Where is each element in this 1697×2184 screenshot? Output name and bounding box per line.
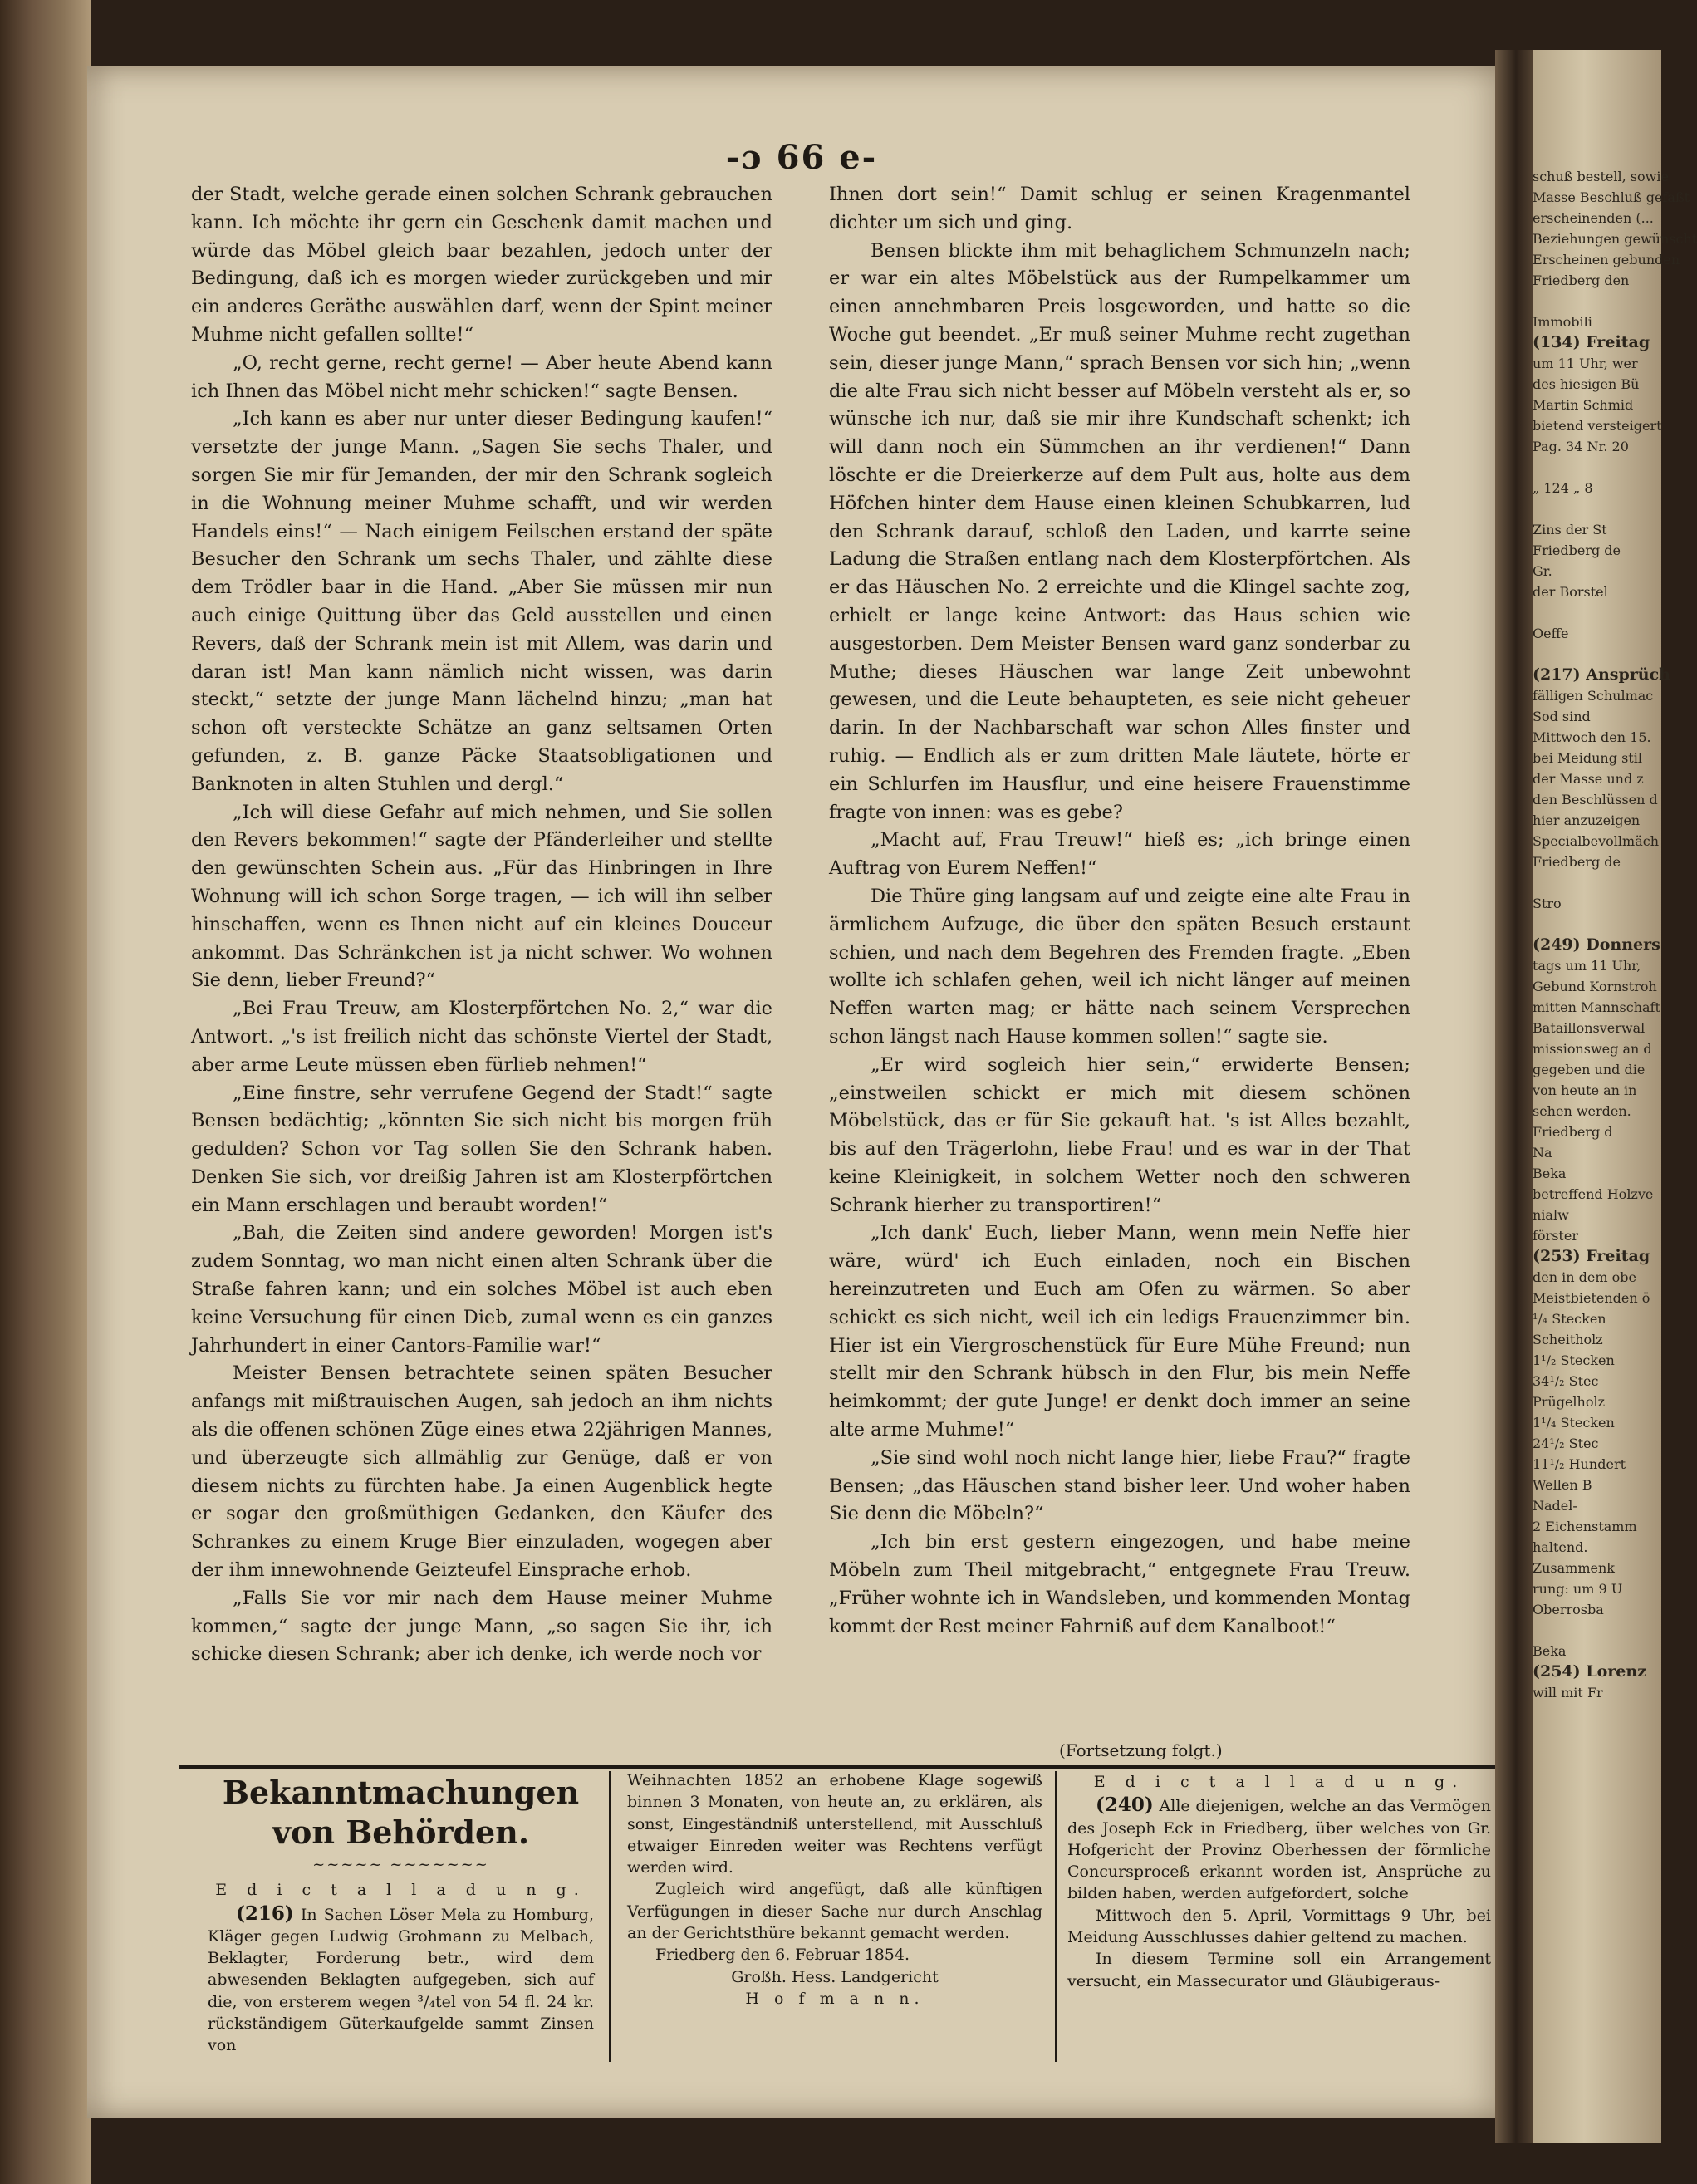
facing-page-line <box>1533 872 1657 893</box>
facing-page-line <box>1533 644 1657 665</box>
notices-column-3 <box>1067 1769 1491 1992</box>
notice-240-paragraph: Mittwoch den 5. April, Vormittags 9 Uhr, bei Meidung Ausschlusses dahier geltend zu machen. <box>1067 1906 1491 1947</box>
story-paragraph: „Er wird sogleich hier sein,“ erwiderte Bensen; „einstweilen schickt er mich mit diesem schönen Möbelstück, das er für Sie gekauft hat. 's ist Alles bezahlt, bis auf den Trägerlohn, liebe Frau! und es war in der That keine Kleinigkeit, in solchem Wetter noch den schweren Schrank hierher zu transportiren!“ <box>829 1053 1410 1216</box>
facing-page-line: 1¹/₄ Stecken <box>1533 1415 1615 1431</box>
facing-page-line: (134) Freitag <box>1533 333 1650 351</box>
facing-page-line: ¹/₄ Stecken <box>1533 1311 1606 1327</box>
facing-page-line: 1¹/₂ Stecken <box>1533 1352 1615 1368</box>
facing-page-line: Friedberg de <box>1533 854 1621 870</box>
facing-page-line: 24¹/₂ Stec <box>1533 1436 1599 1451</box>
story-paragraph: „Ich dank' Euch, lieber Mann, wenn mein Neffe hier wäre, würd' ich Euch einladen, noch ein Bischen hereinzutreten und Euch am Ofen zu wärmen. So aber schickt es sich nicht, weil ich ein ledigs Frauenzimmer bin. Hier ist ein Viergroschenstück für Eure Mühe Freund; nun stellt mir den Schrank hübsch in den Flur, bis mein Neffe heimkommt; der gute Junge! er denkt doch immer an seine alte arme Muhme!“ <box>829 1222 1410 1441</box>
facing-page-line: gegeben und die <box>1533 1062 1646 1077</box>
notices-column-1 <box>208 1769 594 2057</box>
facing-page-line: rung: um 9 U <box>1533 1581 1623 1597</box>
story-paragraph: „Ich kann es aber nur unter dieser Bedingung kaufen!“ versetzte der junge Mann. „Sagen Sie sechs Thaler, und sorgen Sie mir für Jemanden, der mir den Schrank sogleich in die Wohnung meiner Muhme schafft, und wir werden Handels eins!“ — Nach einigem Feilschen erstand der späte Besucher den Schrank um sechs Thaler, und zählte diese dem Trödler baar in die Hand. „Aber Sie müssen mir nun auch einige Quittung über das Geld ausstellen und einen Revers, daß der Schrank mein ist mit Allem, was darin und daran ist! Man kann nämlich nicht wissen, was darin steckt,“ setzte der junge Mann lächelnd hinzu; „man hat schon oft versteckte Schätze an ganz seltsamen Orten gefunden, z. B. ganze Päcke Staatsobligationen und Banknoten in alten Stuhlen und dergl.“ <box>191 408 772 795</box>
facing-page-line: missionsweg an d <box>1533 1041 1652 1057</box>
facing-page-line: bietend versteigert <box>1533 418 1662 434</box>
facing-page-line: Martin Schmid <box>1533 397 1634 413</box>
story-right-column <box>829 181 1410 1641</box>
facing-page-line: Wellen B <box>1533 1477 1592 1493</box>
notice-text: In Sachen Löser Mela zu Homburg, Kläger gegen Ludwig Grohmann zu Melbach, Beklagter, Forderung betr., wird dem abwesenden Beklagten aufgegeben, sich auf die, von ersterem wegen ³/₄tel von 54 fl. 24 kr. rückständigem Güterkaufgelde sammt Zinsen von <box>208 1905 594 2055</box>
facing-page-line: Immobili <box>1533 314 1592 330</box>
facing-page-line: Zins der St <box>1533 522 1607 537</box>
facing-page-line: Masse Beschluß gefaßt <box>1533 189 1690 205</box>
facing-page-line <box>1533 498 1657 519</box>
notice-number: (216) <box>236 1902 294 1925</box>
notices-heading: Bekanntmachungen von Behörden. <box>222 1774 580 1851</box>
facing-page-line: Beziehungen gewünscht <box>1533 231 1697 247</box>
facing-page-line: Oeffe <box>1533 626 1569 641</box>
facing-page-line: 11¹/₂ Hundert <box>1533 1456 1626 1472</box>
facing-page-line: von heute an in <box>1533 1082 1637 1098</box>
story-paragraph: „Sie sind wohl noch nicht lange hier, liebe Frau?“ fragte Bensen; „das Häuschen stand bisher leer. Und woher haben Sie denn die Möbeln?“ <box>829 1446 1410 1525</box>
facing-page-line: Beka <box>1533 1643 1567 1659</box>
facing-page-line: der Borstel <box>1533 584 1608 600</box>
facing-page-line: tags um 11 Uhr, <box>1533 958 1641 974</box>
story-paragraph: „Macht auf, Frau Treuw!“ hieß es; „ich bringe einen Auftrag von Eurem Neffen!“ <box>829 829 1410 880</box>
book-left-edge <box>0 0 91 2184</box>
page-number: -ɔ 66 e- <box>725 138 878 177</box>
heading-ornament: ~~~~~ ~~~~~~~ <box>312 1856 489 1873</box>
facing-page-line: schuß bestell, sowie <box>1533 169 1669 184</box>
story-paragraph: Bensen blickte ihm mit behaglichem Schmunzeln nach; er war ein altes Möbelstück aus der Rumpelkammer um einen annehmbaren Preis losgeworden, und hatte so die Woche gut beendet. „Er muß seiner Muhme recht zugethan sein, dieser junge Mann,“ sprach Bensen vor sich hin; „wenn die alte Frau sich nicht besser auf Möbeln versteht als er, so wünsche ich nur, daß sie mir ihre Kundschaft schenkt; ich will dann noch ein Sümmchen an ihr verdienen!“ Dann löschte er die Dreierkerze auf dem Pult aus, holte aus dem Höfchen hinter dem Hause einen kleinen Schubkarren, lud den Schrank darauf, schloß den Laden, und karrte seine Ladung die Straßen entlang nach dem Klosterpförtchen. Als er das Häuschen No. 2 erreichte und die Klingel sachte zog, erhielt er lange keine Antwort: das Haus schien wie ausgestorben. Dem Meister Bensen ward ganz sonderbar zu Muthe; dieses Häuschen war lange Zeit unbewohnt gewesen, und die Leute behaupteten, es seie nicht geheuer darin. In der Nachbarschaft war schon Alles finster und ruhig. — Endlich als er zum dritten Male läutete, hörte er ein Schlurfen im Hausflur, und eine heisere Frauenstimme fragte von innen: was es gebe? <box>829 239 1410 823</box>
facing-page-line: den in dem obe <box>1533 1269 1636 1285</box>
notice-text: Alle diejenigen, welche an das Vermögen des Joseph Eck in Friedberg, über welches von Gr. Hofgericht der Provinz Oberhessen der förmliche Concursproceß erkannt worden ist, Ansprüche zu bilden haben, werden aufgefordert, solche <box>1067 1797 1491 1903</box>
facing-page-line: Stro <box>1533 896 1562 911</box>
facing-page-line <box>1533 457 1657 478</box>
facing-page-line <box>1533 1620 1657 1641</box>
story-paragraph: „Bah, die Zeiten sind andere geworden! Morgen ist's zudem Sonntag, wo man nicht einen alten Schrank über die Straße fahren kann; und ein solches Möbel ist auch eben keine Versuchung für einen Dieb, zumal wenn es ein ganzes Jahrhundert in einer Cantors-Familie war!“ <box>191 1222 772 1357</box>
story-paragraph: Meister Bensen betrachtete seinen späten Besucher anfangs mit mißtrauischen Augen, sah jedoch an ihm nichts als die offenen schönen Züge eines etwa 22jährigen Mannes, und überzeugte sich allmählig zur Genüge, daß er von diesem nichts zu fürchten habe. Ja einen Augenblick hegte er sogar den großmüthigen Gedanken, den Käufer des Schrankes zu einem Kruge Bier einzuladen, wogegen aber der ihm innewohnende Geizteufel Einsprache erhob. <box>191 1362 772 1582</box>
facing-page-line: förster <box>1533 1228 1578 1244</box>
facing-page-line: hier anzuzeigen <box>1533 812 1641 828</box>
facing-page-line <box>1533 602 1657 623</box>
book-page <box>87 66 1516 2118</box>
notice-240 <box>1067 1794 1491 1904</box>
facing-page-line <box>1533 914 1657 935</box>
facing-page-line: (253) Freitag <box>1533 1247 1650 1265</box>
signature-court: Großh. Hess. Landgericht <box>731 1967 939 1986</box>
facing-page-line: erscheinenden (... <box>1533 210 1654 226</box>
book-gutter <box>1495 50 1537 2143</box>
story-paragraph: „Eine finstre, sehr verrufene Gegend der Stadt!“ sagte Bensen bedächtig; „könnten Sie sich nicht bis morgen früh gedulden? Schon vor Tag sollen Sie den Schrank haben. Denken Sie sich, vor dreißig Jahren ist am Klosterpförtchen ein Mann erschlagen und beraubt worden!“ <box>191 1082 772 1216</box>
facing-page-line: Erscheinen gebunden <box>1533 252 1680 267</box>
notice-title: E d i c t a l l a d u n g. <box>215 1881 586 1900</box>
facing-page-line: den Beschlüssen d <box>1533 792 1658 807</box>
section-divider <box>179 1765 1499 1769</box>
facing-page-line: will mit Fr <box>1533 1685 1603 1701</box>
signature-place-date: Friedberg den 6. Februar 1854. <box>655 1946 910 1965</box>
facing-page-line: haltend. <box>1533 1539 1588 1555</box>
notice-216-continuation: Zugleich wird angefügt, daß alle künftigen Verfügungen in dieser Sache nur durch Anschlag an der Gerichtsthüre bekannt gemacht werden. <box>627 1880 1042 1943</box>
facing-page-line: bei Meidung stil <box>1533 750 1642 766</box>
notice-number: (240) <box>1096 1794 1154 1817</box>
signature-name: H o f m a n n. <box>745 1989 925 2008</box>
facing-page-line: Gebund Kornstroh <box>1533 979 1657 994</box>
column-rule <box>609 1771 611 2062</box>
facing-page-line: um 11 Uhr, wer <box>1533 356 1638 371</box>
story-left-column <box>191 181 772 1669</box>
facing-page-edge <box>1533 50 1697 2143</box>
story-paragraph: „Ich bin erst gestern eingezogen, und habe meine Möbeln zum Theil mitgebracht,“ entgegnete Frau Treuw. „Früher wohnte ich in Wandsleben, und kommenden Montag kommt der Rest meiner Fahrniß auf dem Kanalboot!“ <box>829 1531 1410 1637</box>
notice-title: E d i c t a l l a d u n g. <box>1093 1773 1465 1791</box>
facing-page-line: fälligen Schulmac <box>1533 688 1654 704</box>
notice-240-paragraph: In diesem Termine soll ein Arrangement versucht, ein Massecurator und Gläubigeraus- <box>1067 1950 1491 1990</box>
story-paragraph: Ihnen dort sein!“ Damit schlug er seinen Kragenmantel dichter um sich und ging. <box>829 184 1410 233</box>
story-paragraph: der Stadt, welche gerade einen solchen Schrank gebrauchen kann. Ich möchte ihr gern ein Geschenk damit machen und würde das Möbel gleich baar bezahlen, jedoch unter der Bedingung, daß ich es morgen wieder zurückgeben und mir ein anderes Geräthe auswählen darf, wenn der Spint meiner Muhme nicht gefallen sollte!“ <box>191 184 772 346</box>
notice-216 <box>208 1903 594 2057</box>
facing-page-line: 2 Eichenstamm <box>1533 1519 1637 1534</box>
notice-216-continuation: Weihnachten 1852 an erhobene Klage sogewiß binnen 3 Monaten, von heute an, zu erklären, als sonst, Eingeständniß unterstellend, mit Ausschluß etwaiger Einreden weiter was Rechtens verfügt werden wird. <box>627 1771 1042 1877</box>
facing-page-line: betreffend Holzve <box>1533 1186 1654 1202</box>
facing-page-line: Prügelholz <box>1533 1394 1606 1410</box>
facing-page-line: Oberrosba <box>1533 1602 1604 1617</box>
notices-column-2 <box>627 1769 1042 2010</box>
facing-page-line: der Masse und z <box>1533 771 1644 787</box>
facing-page-line: Nadel- <box>1533 1498 1577 1514</box>
facing-page-line: Mittwoch den 15. <box>1533 729 1651 745</box>
facing-page-line: Zusammenk <box>1533 1560 1615 1576</box>
facing-page-line: Friedberg d <box>1533 1124 1613 1140</box>
story-paragraph: „Bei Frau Treuw, am Klosterpförtchen No. 2,“ war die Antwort. „'s ist freilich nicht das schönste Viertel der Stadt, aber arme Leute müssen eben fürlieb nehmen!“ <box>191 998 772 1076</box>
facing-page-line: Na <box>1533 1145 1552 1161</box>
facing-page-line: Pag. 34 Nr. 20 <box>1533 439 1629 454</box>
facing-page-line: (254) Lorenz <box>1533 1662 1646 1681</box>
facing-page-line: Sod sind <box>1533 709 1591 724</box>
facing-page-line: (217) Ansprüch <box>1533 665 1670 684</box>
facing-page-line: Scheitholz <box>1533 1332 1603 1347</box>
story-paragraph: „Ich will diese Gefahr auf mich nehmen, und Sie sollen den Revers bekommen!“ sagte der Pfänderleiher und stellte den gewünschten Schein aus. „Für das Hinbringen in Ihre Wohnung will ich schon Sorge tragen, — ich will ihn selber hinschaffen, wenn es Ihnen nicht auf ein kleines Douceur ankommt. Das Schränkchen ist ja nicht schwer. Wo wohnen Sie denn, lieber Freund?“ <box>191 801 772 992</box>
facing-page-text <box>1533 166 1697 1703</box>
facing-page-line: Meistbietenden ö <box>1533 1290 1650 1306</box>
facing-page-line: Beka <box>1533 1166 1567 1181</box>
facing-page-line: des hiesigen Bü <box>1533 376 1640 392</box>
facing-page-line: „ 124 „ 8 <box>1533 480 1593 496</box>
facing-page-line: sehen werden. <box>1533 1103 1631 1119</box>
facing-page-line: Specialbevollmäch <box>1533 833 1659 849</box>
column-rule <box>1055 1771 1057 2062</box>
facing-page-line: 34¹/₂ Stec <box>1533 1373 1599 1389</box>
facing-page-line: Bataillonsverwal <box>1533 1020 1646 1036</box>
facing-page-line: Friedberg den <box>1533 272 1630 288</box>
facing-page-line: mitten Mannschaft <box>1533 999 1660 1015</box>
story-paragraph: Die Thüre ging langsam auf und zeigte eine alte Frau in ärmlichem Aufzuge, die über den späten Besuch erstaunt schien, und nach dem Begehren des Fremden fragte. „Eben wollte ich schlafen gehen, weil ich nicht länger auf meinen Neffen warten mag; er hätte nach seinem Versprechen schon längst nach Hause kommen sollen!“ sagte sie. <box>829 885 1410 1048</box>
facing-page-line <box>1533 291 1657 312</box>
story-paragraph: „Falls Sie vor mir nach dem Hause meiner Muhme kommen,“ sagte der junge Mann, „so sagen Sie ihr, ich schicke diesen Schrank; aber ich denke, ich werde noch vor <box>191 1587 772 1666</box>
facing-page-line: nialw <box>1533 1207 1569 1223</box>
facing-page-line: (249) Donners <box>1533 935 1660 954</box>
story-paragraph: „O, recht gerne, recht gerne! — Aber heute Abend kann ich Ihnen das Möbel nicht mehr schicken!“ sagte Bensen. <box>191 351 772 402</box>
continuation-note: (Fortsetzung folgt.) <box>1059 1740 1223 1760</box>
facing-page-line: Friedberg de <box>1533 542 1621 558</box>
facing-page-line: Gr. <box>1533 563 1552 579</box>
